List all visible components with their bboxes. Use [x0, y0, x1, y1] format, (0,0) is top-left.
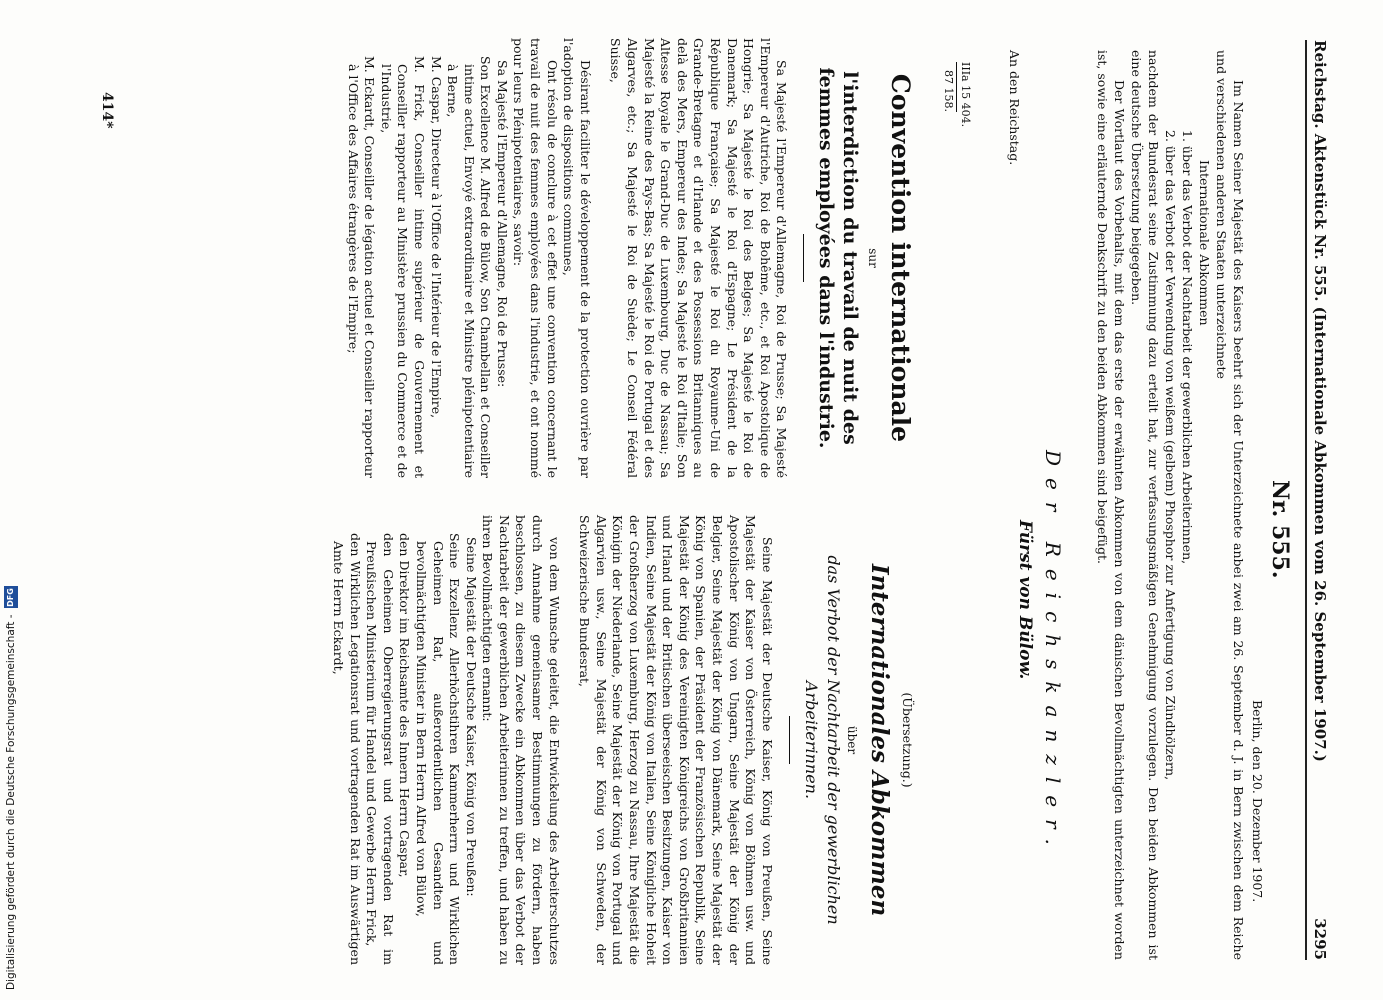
german-para-2: von dem Wunsche geleitet, die Entwickelung des Arbeiterschutzes durch Annahme gemeinsamer Bestimmungen zu fördern, haben beschlossen, zu diesem Zwecke ein Abkommen über das Verbot der Nachtarbeit der gewerblichen Arbeiterinnen zu treffen, und haben zu ihren Bevollmächtigten ernannt: [480, 515, 562, 965]
signature-title: Der Reichskanzler. [1041, 450, 1065, 857]
german-subtitle: das Verbot der Nachtarbeit der gewerblichen Arbeiterinnen. [801, 555, 843, 925]
agreements-heading: Internationale Abkommen [1197, 160, 1212, 326]
agreements-list [1162, 50, 1213, 960]
german-para-5: den Direktor im Reichsamte des Innern Herrn Caspar, [397, 533, 413, 878]
french-para-2: Désirant faciliter le développement de la protection ouvrière par l'adoption de dispositions communes, [561, 38, 593, 478]
reference-line-1: IIIa 15 404. [959, 62, 972, 128]
french-sur: sur [866, 248, 880, 268]
french-title: Convention internationale [886, 73, 915, 443]
digitization-sidebar [0, 0, 28, 1000]
french-subtitle: l'interdiction du travail de nuit des femmes employées dans l'industrie. [815, 67, 862, 449]
french-column [344, 38, 915, 478]
dfg-logo-icon: DFG [4, 586, 18, 608]
intro-para-3: Der Wortlaut des Vorbehalts, mit dem das erste der erwähnten Abkommen von dem dänischen Bevollmächtigten unterzeichnet worden ist, sowie eine erläuternde Denkschrift zu den beiden Abkommen sind beigefügt. [1095, 50, 1127, 960]
french-para-3: Ont résolu de conclure à cet effet une convention concernant le travail de nuit des femmes employées dans l'industrie, et ont nommé pour leurs Plénipotentiaires, savoir: [511, 38, 560, 478]
german-para-1: Seine Majestät der Deutsche Kaiser, König von Preußen, Seine Majestät der Kaiser von Österreich, König von Böhmen usw. und Apostolischer König von Ungarn, Seine Majestät der König der Belgier, Seine Majestät der König von Dänemark, Seine Majestät der König von Spanien, der Präsident der Französischen Republik, Seine Majestät der König des Vereinigten Königreichs von Großbritannien und Irland und der Britischen überseeischen Besitzungen, Kaiser von Indien, Seine Majestät der König von Italien, Seine Königliche Hoheit der Großherzog von Luxemburg, Herzog zu Nassau, Ihre Majestät die Königin der Niederlande, Seine Majestät der König von Portugal und Algarvien usw., Seine Majestät der König von Schweden, der Schweizerische Bundesrat, [577, 515, 775, 965]
german-title: Internationales Abkommen [866, 563, 894, 917]
french-para-6: M. Caspar, Directeur à l'Office de l'Intérieur de l'Empire, [428, 56, 444, 419]
title-divider [803, 234, 804, 282]
german-column [329, 515, 915, 965]
french-para-5: Son Excellence M. Alfred de Bülow, Son Chambellan et Conseiller intime actuel, Envoyé extraordinaire et Ministre plénipotentiaire à Berne, [445, 56, 494, 478]
page-number: 414* [99, 92, 115, 129]
running-header [1309, 40, 1331, 960]
french-para-8: M. Eckardt, Conseiller de légation actuel et Conseiller rapporteur à l'Office des Affaires étrangères de l'Empire; [345, 56, 378, 478]
reference-numbers [940, 62, 973, 127]
agreement-item-1: 1. über das Verbot der Nachtarbeit der gewerblichen Arbeiterinnen, [1180, 130, 1195, 565]
digitization-note-text: Digitalisierung gefördert durch die Deutsche Forschungsgemeinschaft - [5, 614, 17, 990]
german-translation-note: (Übersetzung.) [900, 692, 915, 788]
german-para-6: den Geheimen Oberregierungsrat und vortragenden Rat im Preußischen Ministerium für Handel und Gewerbe Herrn Frick, [364, 533, 396, 965]
french-para-4: Sa Majesté l'Empereur d'Allemagne, Roi de Prusse: [494, 60, 510, 388]
dateline: Berlin, den 20. Dezember 1907. [1250, 700, 1265, 903]
german-para-4: Seine Exzellenz Allerhöchstihren Kammerherrn und Wirklichen Geheimen Rat, außerordentlichen Gesandten und bevollmächtigten Minister in Bern Herrn Alfred von Bülow, [413, 533, 463, 965]
german-ueber: über [845, 725, 860, 755]
addressee: An den Reichstag. [1007, 50, 1022, 166]
agreement-item-2: 2. über das Verbot der Verwendung von weißem (gelbem) Phosphor zur Anfertigung von Zündhölzern, [1163, 130, 1178, 781]
german-para-3: Seine Majestät der Deutsche Kaiser, König von Preußen: [463, 537, 479, 897]
header-left: Reichstag. Aktenstück Nr. 555. (Internationale Abkommen vom 26. September 1907.) [1311, 40, 1329, 762]
intro-para-1: Im Namen Seiner Majestät des Kaisers beehrt sich der Unterzeichnete anbei zwei am 26. September d. J. in Bern zwischen dem Reiche und verschiedenen anderen Staaten unterzeichnete [1214, 50, 1246, 960]
french-para-1: Sa Majesté l'Empereur d'Allemagne, Roi de Prusse; Sa Majesté l'Empereur d'Autriche, Roi de Bohême, etc., et Roi Apostolique de Hongrie; Sa Majesté le Roi des Belges; Sa Majesté le Roi de Danemark; Sa Majesté le Roi d'Espagne; Le Président de la République Française; Sa Majesté le Roi du Royaume-Uni de Grande-Bretagne et d'Irlande et des Possessions Britanniques au delà des Mers, Empereur des Indes; Sa Majesté le Roi d'Italie; Son Altesse Royale le Grand-Duc de Luxembourg, Duc de Nassau; Sa Majesté la Reine des Pays-Bas; Sa Majesté le Roi de Portugal et des Algarves, etc.; Sa Majesté le Roi de Suède; Le Conseil Fédéral Suisse, [608, 38, 790, 478]
reference-line-2: 87 158. [940, 62, 957, 112]
intro-para-2: nachdem der Bundesrat seine Zustimmung dazu erteilt hat, zur verfassungsmäßigen Genehmigung vorzulegen. Den beiden Abkommen ist eine deutsche Übersetzung beigegeben. [1129, 50, 1161, 960]
header-page-number: 3295 [1311, 918, 1329, 960]
header-rule [1305, 40, 1307, 960]
document-number: Nr. 555. [1267, 480, 1293, 579]
french-para-7: M. Frick, Conseiller intime supérieur de Gouvernement et Conseiller rapporteur au Ministère prussien du Commerce et de l'Industrie, [378, 56, 427, 478]
signature-name: Fürst von Bülow. [1015, 520, 1035, 680]
digitization-note [4, 0, 18, 990]
title-divider [789, 716, 790, 764]
intro-text [1094, 50, 1247, 960]
german-para-7: den Wirklichen Legationsrat und vortragenden Rat im Auswärtigen Amte Herrn Eckardt, [330, 533, 363, 965]
